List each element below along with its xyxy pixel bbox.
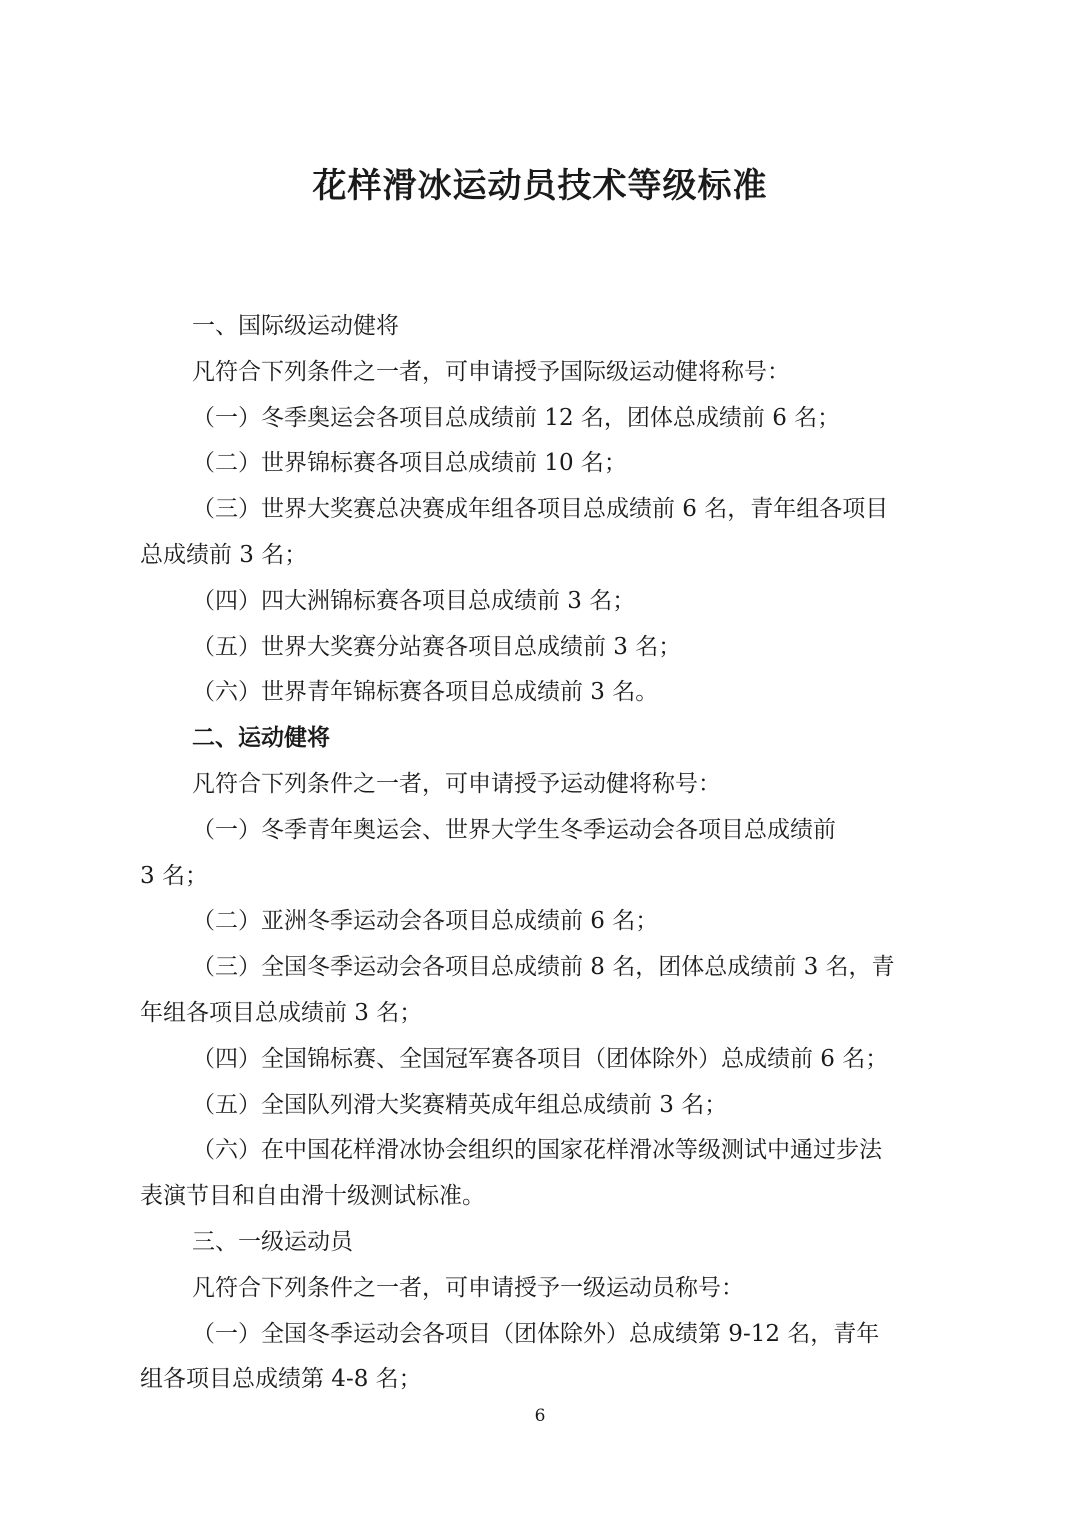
section-2-item-4: （四）全国锦标赛、全国冠军赛各项目（团体除外）总成绩前 6 名； xyxy=(192,1045,889,1072)
section-heading-2: 二、运动健将 xyxy=(192,725,330,752)
section-2-item-3: （三）全国冬季运动会各项目总成绩前 8 名，团体总成绩前 3 名，青 xyxy=(192,954,895,981)
section-3-item-1-cont: 组各项目总成绩第 4-8 名； xyxy=(140,1366,422,1393)
document-title: 花样滑冰运动员技术等级标准 xyxy=(312,166,768,206)
section-1-item-3: （三）世界大奖赛总决赛成年组各项目总成绩前 6 名，青年组各项目 xyxy=(192,496,889,523)
section-1-item-4: （四）四大洲锦标赛各项目总成绩前 3 名； xyxy=(192,587,636,614)
section-2-item-3-cont: 年组各项目总成绩前 3 名； xyxy=(140,999,423,1026)
section-heading-1: 一、国际级运动健将 xyxy=(192,313,399,339)
section-intro-3: 凡符合下列条件之一者，可申请授予一级运动员称号： xyxy=(192,1274,744,1301)
section-1-item-1: （一）冬季奥运会各项目总成绩前 12 名，团体总成绩前 6 名； xyxy=(192,404,841,431)
document-body xyxy=(140,304,942,1403)
section-1-item-3-cont: 总成绩前 3 名； xyxy=(140,541,308,568)
section-2-item-6-cont: 表演节目和自由滑十级测试标准。 xyxy=(140,1183,485,1210)
section-3-item-1: （一）全国冬季运动会各项目（团体除外）总成绩第 9-12 名，青年 xyxy=(192,1320,880,1347)
section-2-item-1-cont: 3 名； xyxy=(140,862,208,889)
section-2-item-1: （一）冬季青年奥运会、世界大学生冬季运动会各项目总成绩前 xyxy=(192,816,836,843)
section-1-item-5: （五）世界大奖赛分站赛各项目总成绩前 3 名； xyxy=(192,633,682,660)
section-2-item-2: （二）亚洲冬季运动会各项目总成绩前 6 名； xyxy=(192,908,659,935)
section-2-item-6: （六）在中国花样滑冰协会组织的国家花样滑冰等级测试中通过步法 xyxy=(192,1137,882,1164)
section-heading-3: 三、一级运动员 xyxy=(192,1228,353,1255)
page-number: 6 xyxy=(534,1406,546,1426)
section-intro-1: 凡符合下列条件之一者，可申请授予国际级运动健将称号： xyxy=(192,358,790,385)
section-1-item-2: （二）世界锦标赛各项目总成绩前 10 名； xyxy=(192,450,627,477)
section-intro-2: 凡符合下列条件之一者，可申请授予运动健将称号： xyxy=(192,770,721,797)
section-1-item-6: （六）世界青年锦标赛各项目总成绩前 3 名。 xyxy=(192,679,659,706)
section-2-item-5: （五）全国队列滑大奖赛精英成年组总成绩前 3 名； xyxy=(192,1091,728,1118)
